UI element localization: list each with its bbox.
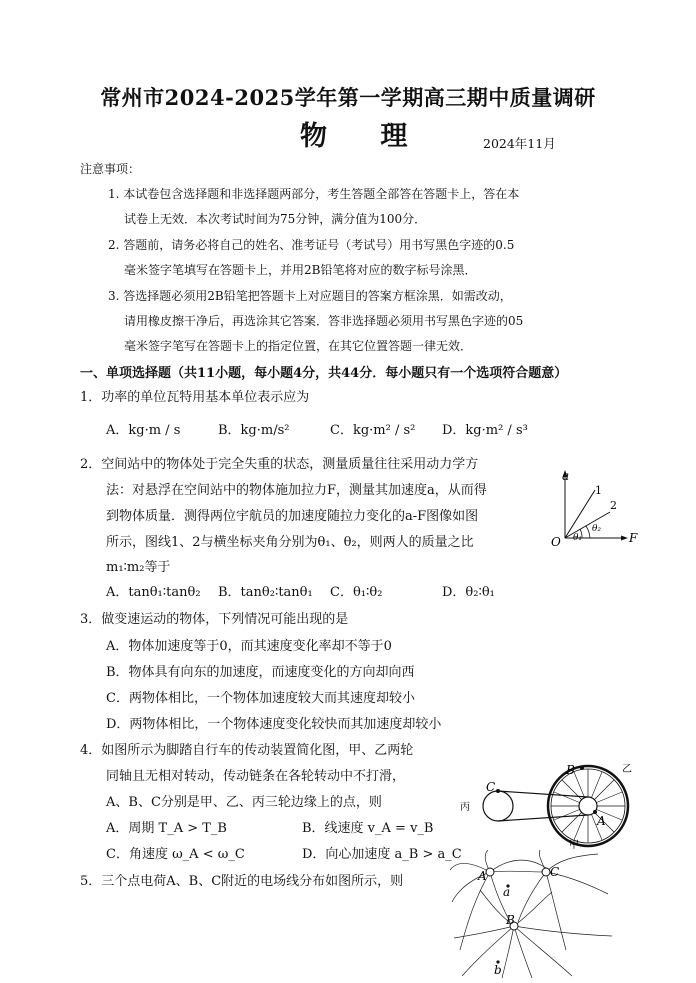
q4-option-b: B．线速度 v_A = v_B (302, 821, 434, 836)
label-bing: 丙 (460, 802, 470, 813)
q4-option-d: D．向心加速度 a_B > a_C (302, 847, 462, 862)
y-axis-label: a (562, 469, 570, 483)
q5-electric-field-figure (448, 850, 618, 980)
q2-stem-line: 2．空间站中的物体处于完全失重的状态，测量质量往往采用动力学方 (80, 457, 479, 472)
notice-line: 请用橡皮擦干净后，再选涂其它答案．答非选择题必须用书写黑色字迹的05 (124, 314, 524, 328)
point-c (496, 789, 500, 793)
notice-line: 毫米签字笔填写在答题卡上，并用2B铅笔将对应的数字标号涂黑． (124, 263, 477, 277)
q3-option-d: D．两物体相比，一个物体速度变化较快而其加速度却较小 (106, 717, 442, 732)
line1-label: 1 (595, 484, 602, 497)
q4-option-c: C．角速度 ω_A < ω_C (106, 847, 245, 862)
q1-option-c: C．kg·m² / s² (330, 423, 416, 438)
exam-title: 常州市2024-2025学年第一学期高三期中质量调研 (100, 85, 596, 110)
graph-line-1 (565, 490, 595, 538)
q1-option-b: B．kg·m/s² (218, 423, 290, 438)
label-a: A (597, 814, 606, 828)
section-heading: 一、单项选择题（共11小题，每小题4分，共44分．每小题只有一个选项符合题意） (80, 366, 568, 381)
q2-stem-line: 所示，图线1、2与横坐标夹角分别为θ₁、θ₂，则两人的质量之比 (106, 535, 474, 550)
wheel-bing (483, 791, 513, 821)
label-charge-c: C (550, 865, 560, 879)
label-charge-b: B (506, 913, 515, 927)
graph-line-2 (565, 512, 610, 538)
line2-label: 2 (610, 499, 617, 512)
label-jia: 甲 (569, 840, 579, 851)
exam-date: 2024年11月 (483, 136, 556, 151)
q3-stem: 3．做变速运动的物体，下列情况可能出现的是 (80, 612, 349, 627)
point-b (580, 766, 584, 770)
q1-option-d: D．kg·m² / s³ (442, 423, 528, 438)
q2-option-a: A．tanθ₁∶tanθ₂ (106, 585, 201, 600)
chain-top (498, 791, 588, 797)
theta2-label: θ₂ (592, 524, 602, 534)
origin-label: O (551, 535, 561, 549)
q2-option-b: B．tanθ₂∶tanθ₁ (218, 585, 313, 600)
q3-option-a: A．物体加速度等于0，而其速度变化率却不等于0 (106, 639, 392, 654)
q4-bicycle-drive-figure (456, 760, 654, 852)
angle-arc-2 (586, 526, 590, 538)
label-yi: 乙 (622, 764, 632, 775)
label-charge-a: A (478, 869, 487, 883)
q2-af-graph (540, 466, 650, 550)
notice-line: 1. 本试卷包含选择题和非选择题两部分，考生答题全部答在答题卡上，答在本 (108, 187, 520, 201)
notice-heading: 注意事项： (80, 162, 141, 176)
q4-option-a: A．周期 T_A > T_B (106, 821, 227, 836)
notice-line: 试卷上无效．本次考试时间为75分钟，满分值为100分． (124, 212, 427, 226)
label-c: C (486, 780, 496, 794)
label-b: B (566, 763, 575, 777)
subject-title: 物 理 (300, 121, 430, 152)
notice-line: 毫米签字笔写在答题卡上的指定位置，在其它位置答题一律无效． (124, 339, 473, 353)
q2-option-d: D．θ₂∶θ₁ (442, 585, 495, 600)
label-point-b: b (494, 963, 502, 977)
label-point-a: a (503, 885, 511, 899)
x-axis-label: F (629, 531, 638, 545)
q1-option-a: A．kg·m / s (106, 423, 181, 438)
theta1-label: θ₁ (573, 533, 583, 543)
x-arrow (621, 536, 628, 541)
q1-stem: 1．功率的单位瓦特用基本单位表示应为 (80, 390, 310, 405)
q2-option-c: C．θ₁∶θ₂ (330, 585, 383, 600)
q2-stem-line: m₁∶m₂等于 (106, 560, 171, 575)
q3-option-c: C．两物体相比，一个物体加速度较大而其速度却较小 (106, 691, 415, 706)
field-lines (450, 850, 612, 978)
notice-line: 3. 答选择题必须用2B铅笔把答题卡上对应题目的答案方框涂黑．如需改动， (108, 289, 512, 303)
charge-c (542, 868, 550, 876)
q4-stem-line: A、B、C分别是甲、乙、丙三轮边缘上的点，则 (106, 795, 382, 810)
q5-stem: 5．三个点电荷A、B、C附近的电场线分布如图所示，则 (80, 874, 404, 889)
charge-a (486, 868, 494, 876)
q4-stem-line: 4．如图所示为脚踏自行车的传动装置简化图，甲、乙两轮 (80, 743, 414, 758)
notice-line: 2. 答题前，请务必将自己的姓名、准考证号（考试号）用书写黑色字迹的0.5 (108, 238, 515, 252)
q2-stem-line: 法：对悬浮在空间站中的物体施加拉力F，测量其加速度a，从而得 (106, 483, 487, 498)
q3-option-b: B．物体具有向东的加速度，而速度变化的方向却向西 (106, 665, 415, 680)
chain-bottom (498, 815, 588, 821)
q4-stem-line: 同轴且无相对转动，传动链条在各轮转动中不打滑， (106, 769, 406, 784)
q2-stem-line: 到物体质量．测得两位宇航员的加速度随拉力变化的a-F图像如图 (106, 509, 479, 524)
